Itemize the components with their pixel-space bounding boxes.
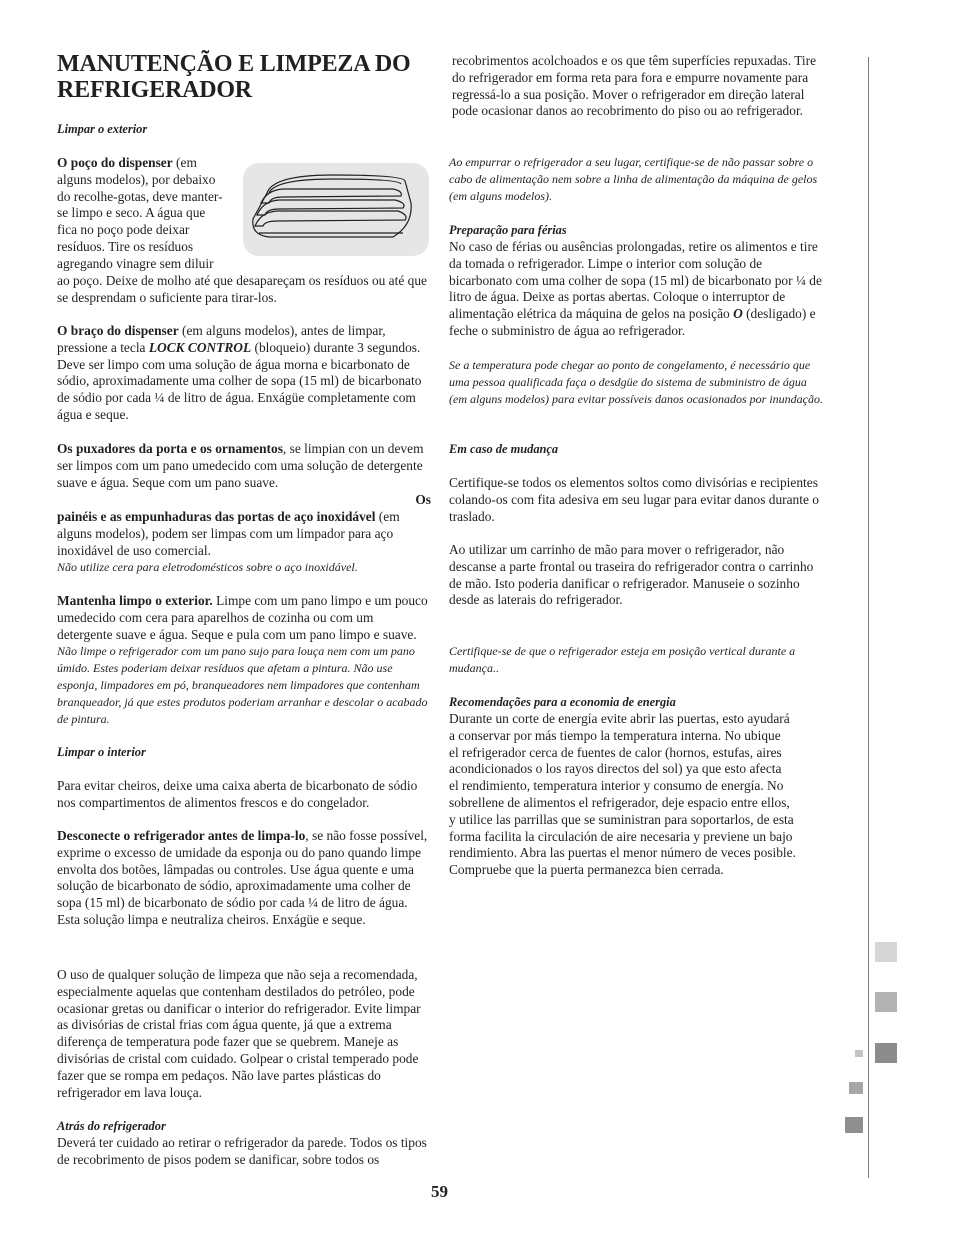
energy-line: Compruebe que la puerta permanezca bien cerrada. [449, 862, 724, 878]
section-tab-marker [875, 992, 897, 1012]
section-tab-marker [849, 1082, 863, 1094]
solutions-paragraph: O uso de qualquer solução de limpeza que não seja a recomendada, especialmente aquelas que contenham destilados do petróleo, pode ocasionar gretas ou danificar o interior do refrigerador. Evite limpar as divisórias de cristal frias com água quente, já que a extrema diferença de temperatura pode fazer que se quebrem. Maneje as divisórias de cristal com cuidado. Golpear o cristal temperado pode fazer que se rompa em pedaços. Não lave partes plásticas do refrigerador em lava louça. [57, 967, 421, 1100]
keep-clean-paragraph [57, 593, 431, 643]
vacation-heading: Preparação para férias [449, 223, 567, 237]
energy-line: forma facilita la circulación de aire necesaria y previene un bajo [449, 828, 793, 844]
freeze-note: Se a temperatura pode chegar ao ponto de congelamento, é necessário que uma pessoa qualificada faça o desdgüe do sistema de subministro de água (em alguns modelos) para evitar possíveis danos ocasionados por inundação. [449, 358, 823, 406]
handles-bold: Os puxadores da porta e os ornamentos [57, 441, 283, 456]
drip-tray-icon [243, 163, 429, 256]
stainless-paragraph [57, 509, 431, 559]
margin-rule [868, 57, 869, 1178]
handcart-paragraph: Ao utilizar um carrinho de mão para mover o refrigerador, não descanse a parte frontal ou traseira do refrigerador contra o carrinho de mão. Isto poderia danificar o refrigerador. Manuseie o sozinho desde as laterais do refrigerador. [449, 542, 814, 608]
stainless-bold: painéis e as empunhaduras das portas de aço inoxidável [57, 509, 376, 524]
dispenser-well-bold: O poço do dispenser [57, 155, 173, 170]
dispenser-arm-text: (em alguns modelos), antes de limpar, pressione a tecla [57, 323, 386, 355]
dispenser-well-line: agregando vinagre sem diluir [57, 255, 214, 271]
disconnect-bold: Desconecte o refrigerador antes de limpa-lo [57, 828, 306, 843]
page-number: 59 [431, 1182, 448, 1201]
page-title: MANUTENÇÃO E LIMPEZA DO REFRIGERADOR [57, 51, 411, 103]
disconnect-paragraph [57, 828, 431, 929]
energy-line: acondicionados o los rayos directos del sol) ya que esto afecta [449, 761, 782, 777]
vacation-text: (desligado) e feche o subministro de água ao refrigerador. [449, 306, 816, 338]
dispenser-well-rest: ao poço. Deixe de molho até que desapareçam os resíduos ou até que se desprendam o suficiente para tirar-los. [57, 273, 427, 305]
stainless-os-word: Os [415, 492, 431, 507]
stainless-text: (em alguns modelos), podem ser limpas com um limpador para aço inoxidável de uso comercial. [57, 509, 400, 558]
lock-control-label: LOCK CONTROL [148, 339, 252, 355]
exterior-heading: Limpar o exterior [57, 122, 148, 136]
handles-paragraph [57, 441, 431, 491]
energy-line: sobrellene de alimentos el refrigerador, deje espacio entre ellos, [449, 794, 790, 810]
dispenser-arm-text: (bloqueio) durante 3 segundos. Deve ser limpo com uma solução de água morna e bicarbonato de sódio, aproximadamente uma colher de sopa (15 ml) de bicarbonato de sódio por cada ¼ de litro de água. Enxágüe completamente com água e seque. [57, 339, 422, 422]
off-symbol: O [733, 306, 743, 322]
interior-odor-paragraph: Para evitar cheiros, deixe uma caixa aberta de bicarbonato de sódio nos compartimentos de alimentos frescos e do congelador. [57, 778, 418, 810]
energy-heading: Recomendações para a economia de energia [449, 695, 676, 709]
keep-clean-bold: Mantenha limpo o exterior. [57, 593, 213, 608]
drip-tray-illustration [243, 163, 429, 256]
dispenser-arm-bold: O braço do dispenser [57, 323, 179, 338]
push-note: Ao empurrar o refrigerador a seu lugar, certifique-se de não passar sobre o cabo de alimentação nem sobre a linha de alimentação da máquina de gelos (em alguns modelos). [449, 155, 818, 203]
behind-heading: Atrás do refrigerador [57, 1119, 166, 1133]
vacation-text: No caso de férias ou ausências prolongadas, retire os alimentos e tire da tomada o refrigerador. Limpe o interior com solução de bicarbonato com uma colher de sopa (15 ml) de bicarbonato por ¼ de litro de água. Deixe as portas abertas. Coloque o interruptor de alimentação elétrica da máquina de gelos na posição [449, 239, 822, 322]
dispenser-well-line: alguns modelos), por debaixo [57, 171, 216, 187]
keep-clean-text: Limpe com um pano limpo e um pouco umedecido com cera para aparelhos de cozinha ou com um detergente suave e água. Seque e pula com um pano limpo e suave. [57, 593, 428, 642]
energy-line: rendimiento. Abra las puertas el menor número de veces posible. [449, 845, 796, 861]
energy-line: y utilice las parrillas que se suministran para soportarlos, de esta [449, 811, 794, 827]
keep-clean-note: Não limpe o refrigerador com um pano sujo para louça nem com um pano úmido. Estes poderiam deixar resíduos que afetam a pintura. Não use esponja, limpadores em pó, branqueadores nem limpadores que contenham branqueador, já que estes produtos poderiam arranhar e descolar o acabado de pintura. [57, 644, 428, 726]
section-tab-marker [845, 1117, 863, 1133]
dispenser-arm-paragraph [57, 323, 431, 424]
energy-line: a conservar por más tiempo la temperatura interna. No ubique [449, 727, 781, 743]
energy-line: el refrigerador cerca de fuentes de calor (hornos, estufas, aires [449, 744, 782, 760]
dispenser-well-line: resíduos. Tire os resíduos [57, 238, 194, 254]
interior-heading: Limpar o interior [57, 745, 146, 759]
upright-note: Certifique-se de que o refrigerador esteja em posição vertical durante a mudança.. [449, 644, 796, 675]
dispenser-well-line: (em [172, 155, 197, 170]
moving-heading: Em caso de mudança [449, 442, 559, 456]
section-tab-marker [875, 1043, 897, 1063]
dispenser-well-line: do recolhe-gotas, deve manter- [57, 188, 223, 204]
dispenser-well-line: fica no poço pode deixar [57, 222, 190, 238]
energy-line: Durante un corte de energía evite abrir las puertas, esto ayudará [449, 711, 790, 726]
stainless-note: Não utilize cera para eletrodomésticos sobre o aço inoxidável. [57, 560, 358, 574]
behind-paragraph: Deverá ter cuidado ao retirar o refrigerador da parede. Todos os tipos de recobrimento de pisos podem se danificar, sobre todos os [57, 1135, 427, 1167]
energy-paragraph [449, 711, 829, 879]
section-tab-marker [875, 942, 897, 962]
disconnect-text: , se não fosse possível, exprime o excesso de umidade da esponja ou do pano quando limpe envolta dos botões, lâmpadas ou controles. Use água quente e uma solução de bicarbonato de sódio, aproximadamente uma colher de sopa (15 ml) de bicarbonato de sódio por cada ¼ de litro de água. Esta solução limpa e neutraliza cheiros. Enxágüe e seque. [57, 828, 428, 927]
dispenser-well-paragraph-top [57, 155, 242, 273]
vacation-paragraph [449, 239, 825, 340]
section-tab-marker [855, 1050, 863, 1057]
handles-text: , se limpian con un devem ser limpos com um pano umedecido com uma solução de detergente suave e água. Seque com um pano suave. [57, 441, 424, 490]
dispenser-well-line: se limpo e seco. A água que [57, 205, 206, 221]
energy-line: el rendimiento, temperatura interior y consumo de energía. No [449, 778, 784, 794]
moving-paragraph: Certifique-se todos os elementos soltos como divisórias e recipientes colando-os com fita adesiva em seu lugar para evitar danos durante o traslado. [449, 475, 819, 524]
behind-continued-paragraph: recobrimentos acolchoados e os que têm superfícies repuxadas. Tire do refrigerador em forma reta para fora e empurre novamente para regressá-lo a sua posição. Mover o refrigerador em direção lateral pode ocasionar danos ao recobrimento do piso ou ao refrigerador. [452, 53, 817, 119]
